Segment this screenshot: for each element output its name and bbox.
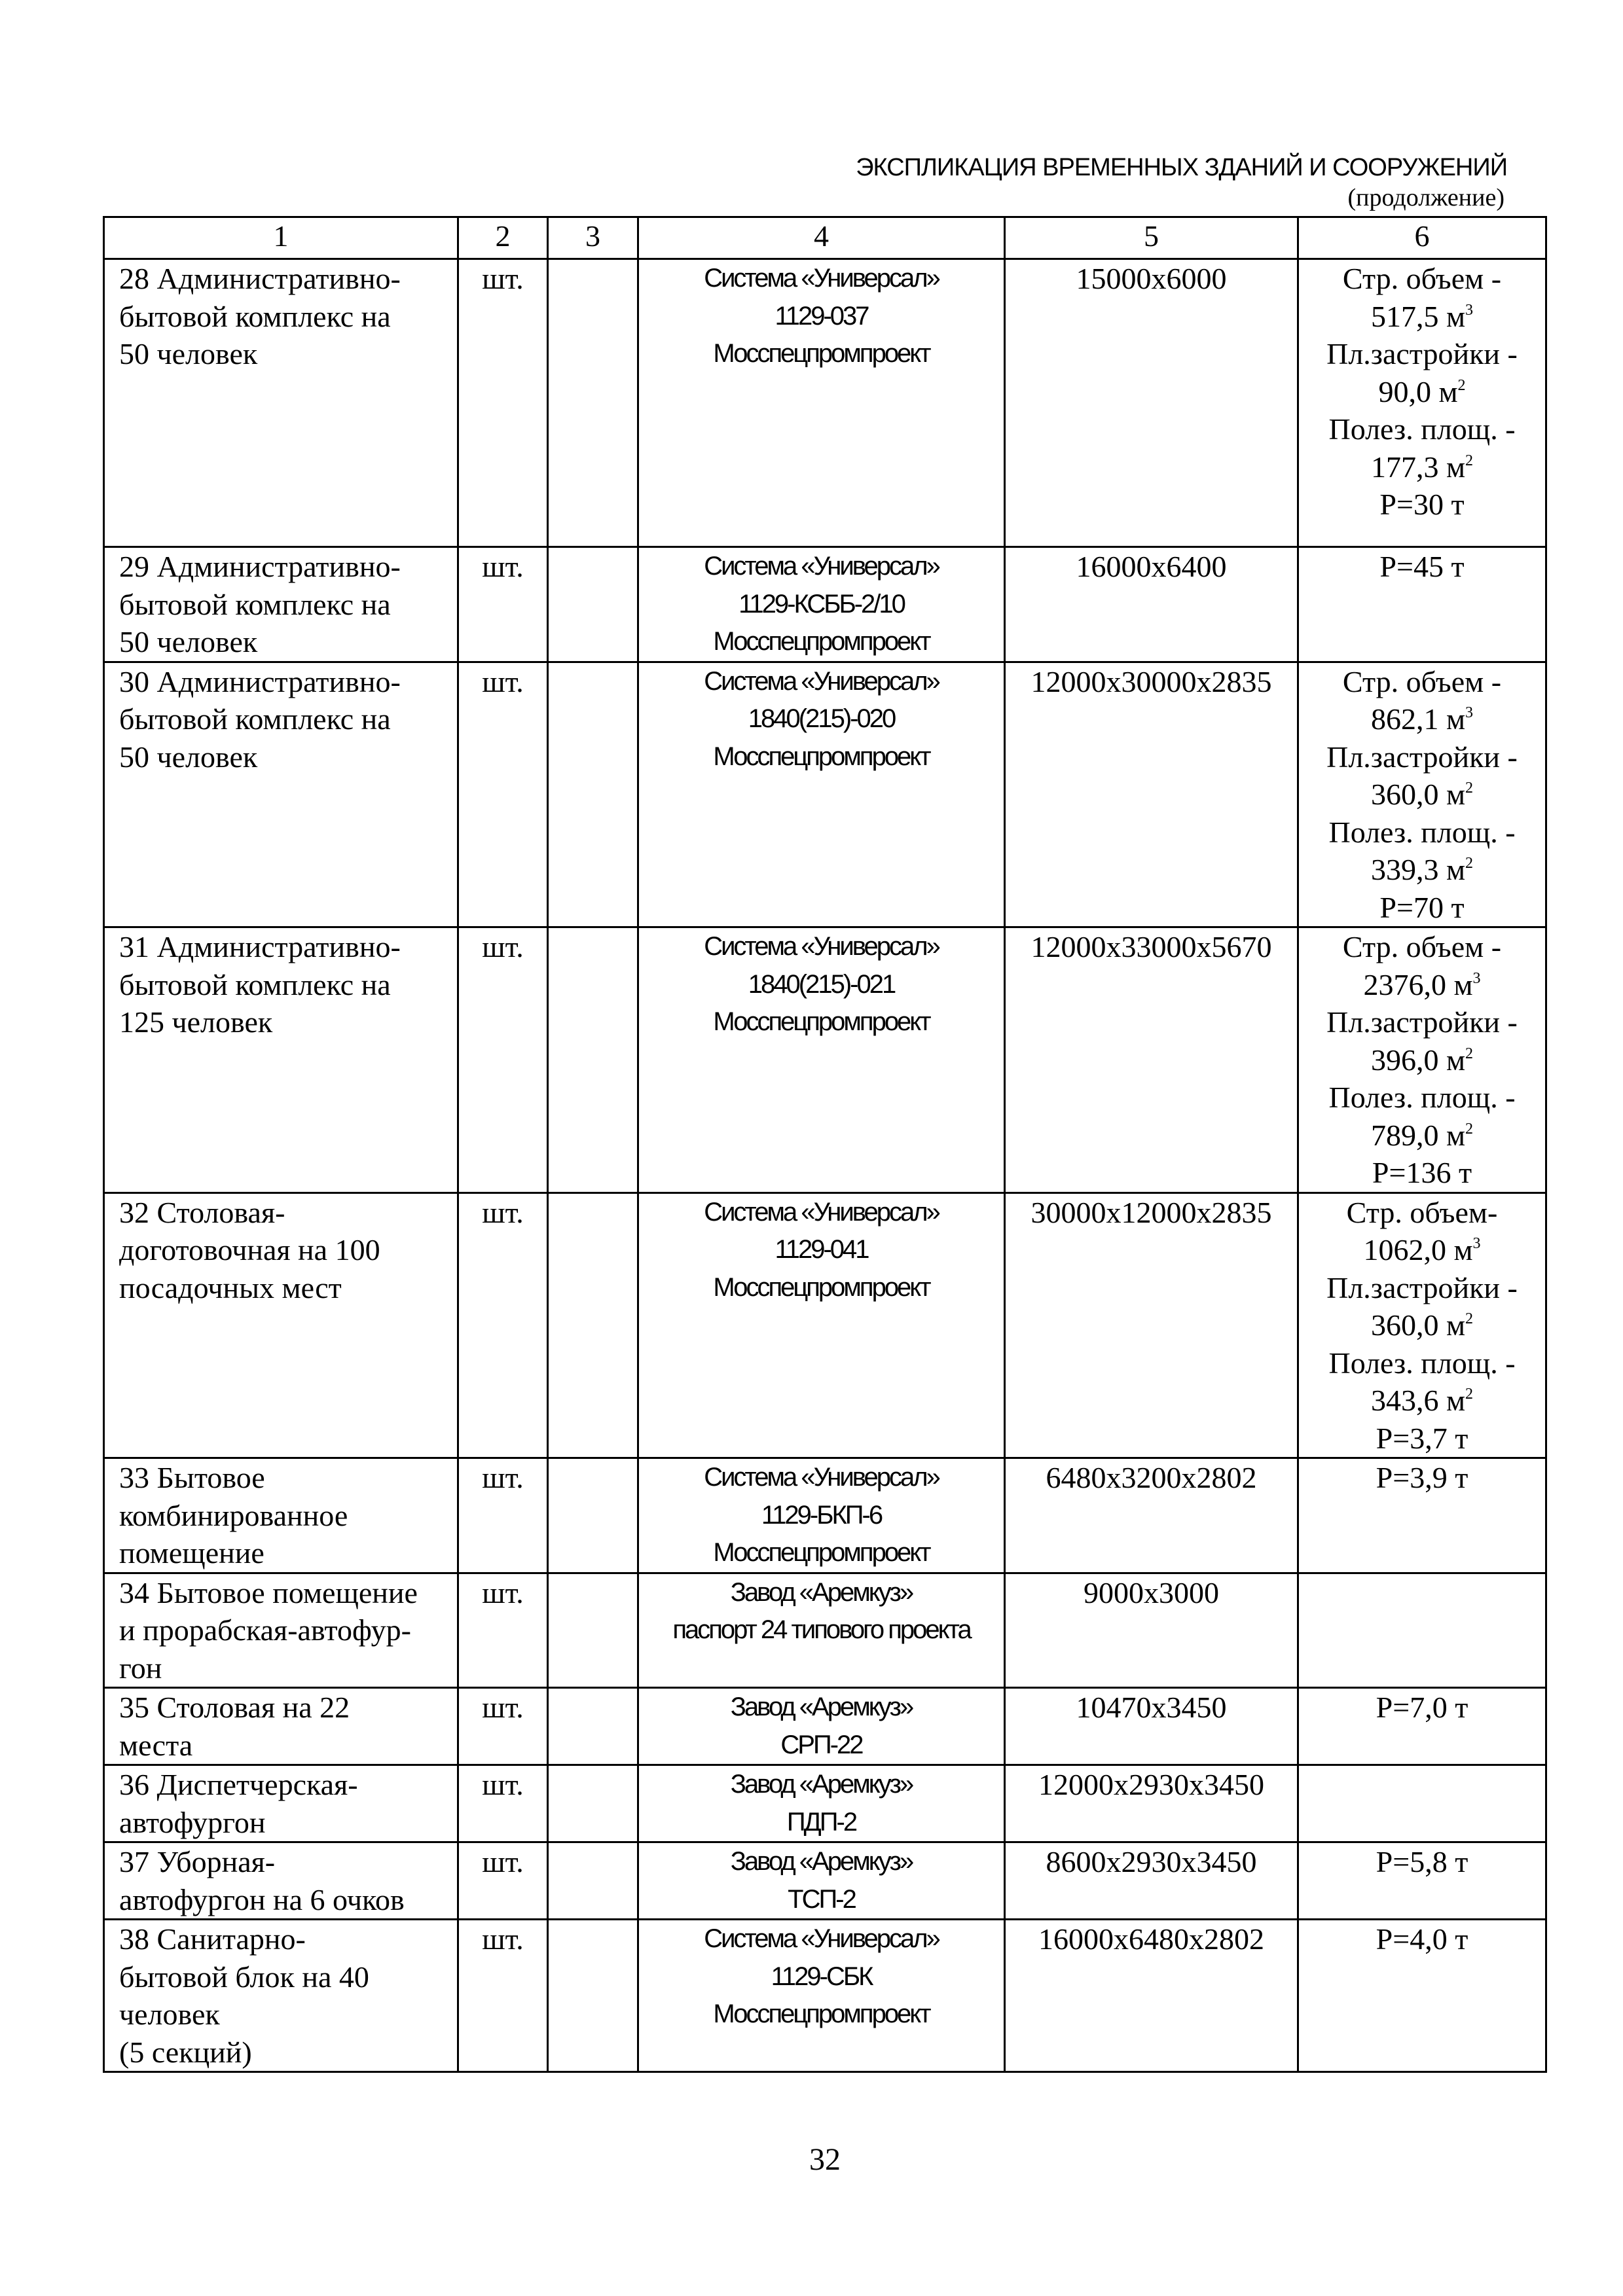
unit-cell: шт. bbox=[458, 1765, 548, 1842]
item-name-line: бытовой комплекс на bbox=[119, 967, 391, 1001]
item-name-line: помещение bbox=[119, 1536, 264, 1570]
quantity-cell bbox=[548, 927, 638, 1193]
quantity-cell bbox=[548, 1765, 638, 1842]
characteristic-text: 360,0 м bbox=[1370, 1308, 1466, 1342]
item-name-line: бытовой комплекс на bbox=[119, 299, 391, 333]
dimensions-cell: 16000х6480х2802 bbox=[1005, 1920, 1298, 2072]
characteristic-text: Р=136 т bbox=[1372, 1156, 1472, 1189]
quantity-cell bbox=[548, 662, 638, 927]
column-header-2: 2 bbox=[458, 217, 548, 259]
characteristic-line bbox=[1299, 738, 1545, 776]
quantity-cell bbox=[548, 547, 638, 662]
item-name-cell bbox=[104, 1193, 458, 1458]
characteristics-cell bbox=[1298, 927, 1546, 1193]
column-header-6: 6 bbox=[1298, 217, 1546, 259]
dimensions-cell: 9000х3000 bbox=[1005, 1573, 1298, 1688]
item-name-cell bbox=[104, 662, 458, 927]
characteristic-line bbox=[1299, 1306, 1545, 1344]
characteristic-text: 396,0 м bbox=[1370, 1043, 1466, 1077]
project-cell bbox=[638, 927, 1005, 1193]
characteristic-text: Стр. объем - bbox=[1342, 930, 1502, 963]
characteristic-line bbox=[1299, 260, 1545, 298]
characteristics-cell bbox=[1298, 1920, 1546, 2072]
page-number: 32 bbox=[809, 2142, 841, 2177]
table-row bbox=[104, 1573, 1546, 1688]
unit-exponent: 2 bbox=[1465, 1120, 1474, 1138]
project-line: Система «Универсал» bbox=[704, 1463, 939, 1492]
characteristic-text: 1062,0 м bbox=[1363, 1233, 1473, 1266]
item-name-line: автофургон bbox=[119, 1805, 266, 1839]
unit-exponent: 3 bbox=[1465, 704, 1474, 721]
project-line: 1129-037 bbox=[775, 301, 868, 331]
project-line: Завод «Аремкуз» bbox=[730, 1577, 913, 1607]
project-line: Мосспецпромпроект bbox=[713, 1007, 930, 1036]
unit-exponent: 2 bbox=[1465, 855, 1474, 872]
project-cell bbox=[638, 1193, 1005, 1458]
characteristics-cell bbox=[1298, 1193, 1546, 1458]
item-name-line: 28 Административно- bbox=[119, 262, 401, 295]
characteristic-line bbox=[1299, 1041, 1545, 1079]
item-name-line: доготовочная на 100 bbox=[119, 1233, 380, 1266]
item-name-line: 35 Столовая на 22 bbox=[119, 1691, 350, 1724]
characteristic-text: 90,0 м bbox=[1378, 374, 1458, 408]
item-name-line: 50 человек bbox=[119, 337, 258, 370]
project-line: Мосспецпромпроект bbox=[713, 627, 930, 656]
project-line: Система «Универсал» bbox=[704, 1924, 939, 1953]
characteristic-line bbox=[1299, 1689, 1545, 1727]
characteristics-cell bbox=[1298, 1688, 1546, 1765]
characteristic-line bbox=[1299, 410, 1545, 448]
characteristic-line bbox=[1299, 448, 1545, 486]
dimensions-cell: 10470х3450 bbox=[1005, 1688, 1298, 1765]
item-name-line: 30 Административно- bbox=[119, 664, 401, 698]
quantity-cell bbox=[548, 1573, 638, 1688]
characteristic-line bbox=[1299, 335, 1545, 373]
quantity-cell bbox=[548, 1458, 638, 1573]
characteristic-text: Стр. объем - bbox=[1342, 664, 1502, 698]
project-line: 1129-СБК bbox=[771, 1962, 872, 1991]
characteristic-text: 789,0 м bbox=[1370, 1118, 1466, 1152]
project-line: СРП-22 bbox=[780, 1730, 862, 1759]
project-line: Система «Универсал» bbox=[704, 666, 939, 696]
item-name-line: бытовой блок на 40 bbox=[119, 1960, 369, 1994]
dimensions-cell: 12000х2930х3450 bbox=[1005, 1765, 1298, 1842]
item-name-cell bbox=[104, 547, 458, 662]
item-name-line: посадочных мест bbox=[119, 1270, 342, 1304]
item-name-line: 37 Уборная- bbox=[119, 1845, 276, 1878]
unit-exponent: 3 bbox=[1472, 969, 1481, 987]
unit-cell: шт. bbox=[458, 259, 548, 547]
characteristic-line bbox=[1299, 966, 1545, 1004]
table-row bbox=[104, 1920, 1546, 2072]
characteristic-line bbox=[1299, 1079, 1545, 1117]
table-row bbox=[104, 1765, 1546, 1842]
item-name-line: гон bbox=[119, 1651, 162, 1685]
characteristics-cell bbox=[1298, 547, 1546, 662]
characteristic-text: Р=4,0 т bbox=[1376, 1922, 1468, 1956]
unit-cell: шт. bbox=[458, 547, 548, 662]
characteristic-text: Стр. объем - bbox=[1342, 262, 1502, 295]
characteristic-line bbox=[1299, 1344, 1545, 1382]
project-line: Система «Универсал» bbox=[704, 264, 939, 293]
item-name-cell bbox=[104, 1920, 458, 2072]
characteristic-line bbox=[1299, 1382, 1545, 1420]
quantity-cell bbox=[548, 1842, 638, 1920]
characteristic-line bbox=[1299, 486, 1545, 524]
column-header-4: 4 bbox=[638, 217, 1005, 259]
project-cell bbox=[638, 547, 1005, 662]
project-cell bbox=[638, 1842, 1005, 1920]
project-line: Мосспецпромпроект bbox=[713, 339, 930, 368]
characteristic-text: Р=30 т bbox=[1379, 488, 1465, 521]
column-header-5: 5 bbox=[1005, 217, 1298, 259]
characteristic-line bbox=[1299, 700, 1545, 738]
characteristic-line bbox=[1299, 373, 1545, 411]
characteristic-text: Стр. объем- bbox=[1346, 1195, 1498, 1229]
characteristic-line bbox=[1299, 776, 1545, 814]
project-cell bbox=[638, 662, 1005, 927]
characteristic-text: Пл.застройки - bbox=[1326, 1270, 1518, 1304]
characteristic-line bbox=[1299, 663, 1545, 701]
characteristic-text: 360,0 м bbox=[1370, 778, 1466, 811]
unit-cell: шт. bbox=[458, 1842, 548, 1920]
characteristic-line bbox=[1299, 1420, 1545, 1458]
characteristic-text: Р=45 т bbox=[1379, 550, 1465, 583]
characteristic-line bbox=[1299, 548, 1545, 586]
unit-exponent: 2 bbox=[1465, 1045, 1474, 1062]
item-name-line: 38 Санитарно- bbox=[119, 1922, 306, 1956]
quantity-cell bbox=[548, 1920, 638, 2072]
dimensions-cell: 8600х2930х3450 bbox=[1005, 1842, 1298, 1920]
quantity-cell bbox=[548, 1688, 638, 1765]
unit-exponent: 3 bbox=[1465, 301, 1474, 319]
item-name-line: автофургон на 6 очков bbox=[119, 1882, 405, 1916]
project-line: Мосспецпромпроект bbox=[713, 742, 930, 771]
project-line: 1840(215)-020 bbox=[748, 704, 895, 733]
project-line: Система «Универсал» bbox=[704, 1197, 939, 1227]
project-line: Система «Универсал» bbox=[704, 932, 939, 961]
characteristic-text: Полез. площ. - bbox=[1328, 412, 1516, 446]
characteristic-line bbox=[1299, 1231, 1545, 1269]
unit-cell: шт. bbox=[458, 1458, 548, 1573]
characteristic-line bbox=[1299, 1920, 1545, 1958]
item-name-line: и прорабская-автофур- bbox=[119, 1613, 411, 1647]
characteristic-text: Пл.застройки - bbox=[1326, 337, 1518, 370]
characteristic-line bbox=[1299, 814, 1545, 852]
characteristic-line bbox=[1299, 1117, 1545, 1155]
item-name-line: 125 человек bbox=[119, 1005, 273, 1039]
item-name-line: бытовой комплекс на bbox=[119, 587, 391, 621]
item-name-line: 50 человек bbox=[119, 740, 258, 774]
dimensions-cell: 6480х3200х2802 bbox=[1005, 1458, 1298, 1573]
characteristic-line bbox=[1299, 1269, 1545, 1307]
unit-cell: шт. bbox=[458, 662, 548, 927]
dimensions-cell: 15000х6000 bbox=[1005, 259, 1298, 547]
dimensions-cell: 12000х33000х5670 bbox=[1005, 927, 1298, 1193]
dimensions-cell: 30000х12000х2835 bbox=[1005, 1193, 1298, 1458]
page-title: ЭКСПЛИКАЦИЯ ВРЕМЕННЫХ ЗДАНИЙ И СООРУЖЕНИЙ bbox=[856, 154, 1507, 181]
characteristic-line bbox=[1299, 1843, 1545, 1881]
characteristic-text: 339,3 м bbox=[1370, 853, 1466, 886]
characteristic-text: Р=7,0 т bbox=[1376, 1691, 1468, 1724]
characteristic-text: Пл.застройки - bbox=[1326, 1005, 1518, 1039]
item-name-cell bbox=[104, 1688, 458, 1765]
column-header-1: 1 bbox=[104, 217, 458, 259]
item-name-cell bbox=[104, 1458, 458, 1573]
item-name-line: места bbox=[119, 1728, 193, 1762]
item-name-line: 32 Столовая- bbox=[119, 1195, 285, 1229]
characteristics-cell bbox=[1298, 1842, 1546, 1920]
characteristic-text: Р=70 т bbox=[1379, 890, 1465, 924]
item-name-line: комбинированное bbox=[119, 1498, 348, 1532]
table-row bbox=[104, 1458, 1546, 1573]
project-line: Мосспецпромпроект bbox=[713, 2000, 930, 2028]
characteristic-text: 2376,0 м bbox=[1363, 967, 1473, 1001]
table-row bbox=[104, 259, 1546, 547]
project-line: 1129-КСББ-2/10 bbox=[739, 589, 904, 619]
project-line: Завод «Аремкуз» bbox=[730, 1770, 913, 1799]
item-name-line: 34 Бытовое помещение bbox=[119, 1575, 418, 1609]
unit-cell: шт. bbox=[458, 1193, 548, 1458]
dimensions-cell: 16000х6400 bbox=[1005, 547, 1298, 662]
column-header-3: 3 bbox=[548, 217, 638, 259]
project-line: Мосспецпромпроект bbox=[713, 1272, 930, 1302]
characteristic-text: Полез. площ. - bbox=[1328, 815, 1516, 849]
characteristic-line bbox=[1299, 1003, 1545, 1041]
item-name-cell bbox=[104, 1765, 458, 1842]
table-row bbox=[104, 927, 1546, 1193]
characteristic-line bbox=[1299, 1154, 1545, 1192]
unit-exponent: 2 bbox=[1465, 1386, 1474, 1403]
table-row bbox=[104, 1193, 1546, 1458]
project-line: Мосспецпромпроект bbox=[713, 1538, 930, 1567]
dimensions-cell: 12000х30000х2835 bbox=[1005, 662, 1298, 927]
project-cell bbox=[638, 259, 1005, 547]
project-line: 1840(215)-021 bbox=[748, 969, 895, 999]
quantity-cell bbox=[548, 1193, 638, 1458]
characteristic-text: 862,1 м bbox=[1370, 702, 1466, 736]
characteristic-line bbox=[1299, 298, 1545, 336]
characteristic-line bbox=[1299, 1459, 1545, 1497]
characteristic-line bbox=[1299, 1194, 1545, 1232]
table-row bbox=[104, 1842, 1546, 1920]
project-line: 1129-БКП-6 bbox=[761, 1500, 882, 1530]
unit-exponent: 3 bbox=[1472, 1235, 1481, 1252]
project-line: 1129-041 bbox=[775, 1235, 868, 1264]
unit-exponent: 2 bbox=[1457, 376, 1466, 394]
item-name-line: 31 Административно- bbox=[119, 930, 401, 963]
characteristics-cell bbox=[1298, 1765, 1546, 1842]
item-name-line: человек bbox=[119, 1998, 220, 2031]
project-line: Система «Универсал» bbox=[704, 552, 939, 581]
unit-exponent: 2 bbox=[1465, 1310, 1474, 1327]
project-cell bbox=[638, 1920, 1005, 2072]
characteristic-line bbox=[1299, 851, 1545, 889]
characteristics-cell bbox=[1298, 662, 1546, 927]
project-line: ТСП-2 bbox=[788, 1884, 855, 1914]
item-name-line: бытовой комплекс на bbox=[119, 702, 391, 736]
project-cell bbox=[638, 1688, 1005, 1765]
item-name-cell bbox=[104, 1842, 458, 1920]
item-name-line: 50 человек bbox=[119, 625, 258, 658]
characteristics-cell bbox=[1298, 259, 1546, 547]
item-name-line: 33 Бытовое bbox=[119, 1461, 265, 1494]
project-cell bbox=[638, 1765, 1005, 1842]
item-name-cell bbox=[104, 927, 458, 1193]
explication-table bbox=[103, 216, 1547, 2073]
characteristics-cell bbox=[1298, 1458, 1546, 1573]
characteristic-text: Р=3,9 т bbox=[1376, 1461, 1468, 1494]
table-row bbox=[104, 547, 1546, 662]
unit-cell: шт. bbox=[458, 927, 548, 1193]
unit-exponent: 2 bbox=[1465, 780, 1474, 797]
characteristic-text: 517,5 м bbox=[1370, 299, 1466, 333]
characteristic-text: Полез. площ. - bbox=[1328, 1081, 1516, 1114]
characteristic-text: Р=5,8 т bbox=[1376, 1845, 1468, 1878]
item-name-cell bbox=[104, 259, 458, 547]
item-name-cell bbox=[104, 1573, 458, 1688]
characteristic-text: 177,3 м bbox=[1370, 450, 1466, 484]
project-line: ПДП-2 bbox=[786, 1807, 856, 1837]
header-row bbox=[104, 217, 1546, 259]
item-name-line: 29 Административно- bbox=[119, 550, 401, 583]
table-row bbox=[104, 662, 1546, 927]
page-subtitle: (продолжение) bbox=[1347, 184, 1504, 211]
project-line: паспорт 24 типового проекта bbox=[672, 1615, 970, 1644]
characteristics-cell bbox=[1298, 1573, 1546, 1688]
project-cell bbox=[638, 1458, 1005, 1573]
characteristic-line bbox=[1299, 928, 1545, 966]
unit-cell: шт. bbox=[458, 1573, 548, 1688]
table-row bbox=[104, 1688, 1546, 1765]
project-cell bbox=[638, 1573, 1005, 1688]
project-line: Завод «Аремкуз» bbox=[730, 1847, 913, 1876]
item-name-line: 36 Диспетчерская- bbox=[119, 1768, 358, 1801]
characteristic-text: Пл.застройки - bbox=[1326, 740, 1518, 774]
characteristic-text: 343,6 м bbox=[1370, 1384, 1466, 1417]
project-line: Завод «Аремкуз» bbox=[730, 1693, 913, 1721]
quantity-cell bbox=[548, 259, 638, 547]
unit-cell: шт. bbox=[458, 1920, 548, 2072]
characteristic-line bbox=[1299, 889, 1545, 927]
characteristic-text: Полез. площ. - bbox=[1328, 1346, 1516, 1380]
unit-cell: шт. bbox=[458, 1688, 548, 1765]
unit-exponent: 2 bbox=[1465, 452, 1474, 469]
characteristic-text: Р=3,7 т bbox=[1376, 1421, 1468, 1455]
item-name-line: (5 секций) bbox=[119, 2035, 252, 2069]
